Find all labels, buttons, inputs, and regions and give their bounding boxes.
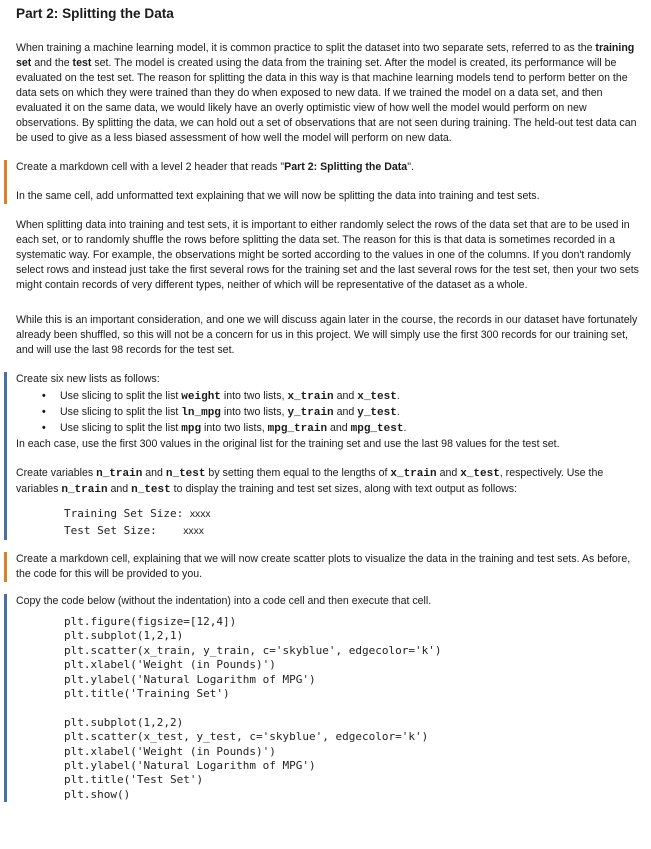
size-output-example	[16, 506, 640, 540]
vars-t3: by setting them equal to the lengths of	[205, 467, 391, 479]
vars-x-test: x_test	[460, 468, 500, 480]
code-line: plt.scatter(x_test, y_test, c='skyblue', edgecolor='k')	[64, 730, 429, 744]
task1-line1-pre: Create a markdown cell with a level 2 header that reads "	[16, 161, 285, 173]
code-line: plt.show()	[64, 787, 131, 801]
vars-x-train: x_train	[390, 468, 437, 480]
task-create-lists	[4, 372, 640, 540]
code-line: plt.title('Training Set')	[64, 687, 230, 701]
intro-paragraph	[16, 41, 640, 146]
bullet-mid: into two lists,	[220, 390, 288, 402]
vars-n-test: n_test	[165, 468, 206, 480]
bullet-a: x_train	[287, 391, 334, 403]
code-line: plt.xlabel('Weight (in Pounds)')	[64, 744, 276, 758]
intro-text-3: set. The model is created using the data from the training set. After the model is created, its performance will be evaluated on the test set. The reason for splitting the data in this way is that machine learning models tend to perform better on the data sets on which they were trained than they do when exposed to new data. If we trained the model on a data set, and then evaluated it on the same data, we would likely have an overly optimistic view of how well the model would perform on new observations. By splitting the data, we can hold out a set of observations that are not seen during training. The held-out test data can be used to give as a less biased assessment of how well the model will perform on new data.	[16, 57, 637, 144]
bullet-a: y_train	[287, 407, 334, 419]
vars-t5: , respectively. Use the variables	[16, 467, 604, 495]
bullet-end: .	[396, 390, 400, 402]
code-line: plt.xlabel('Weight (in Pounds)')	[64, 658, 276, 672]
bullet-end: .	[396, 406, 400, 418]
bullet-mid: into two lists,	[220, 406, 288, 418]
bullet-mid: into two lists,	[201, 422, 268, 434]
bullet-and: and	[333, 406, 358, 418]
training-size-value: xxxx	[189, 509, 211, 520]
vars-t2: and	[142, 467, 166, 479]
test-size-label: Test Set Size:	[64, 524, 184, 537]
code-block	[16, 615, 640, 802]
vars-t1: Create variables	[16, 467, 97, 479]
intro-text-2: and the	[31, 57, 73, 69]
task-markdown-scatter	[4, 552, 640, 582]
task1-line1-bold: Part 2: Splitting the Data	[284, 161, 408, 173]
intro-bold-test: test	[72, 57, 92, 69]
code-line: plt.ylabel('Natural Logarithm of MPG')	[64, 759, 316, 773]
task1-line1	[16, 160, 640, 175]
vars-n-train: n_train	[96, 468, 143, 480]
task2-vars	[16, 466, 640, 498]
task4-lead: Copy the code below (without the indentation) into a code cell and then execute that cell.	[16, 595, 432, 607]
code-line: plt.figure(figsize=[12,4])	[64, 615, 237, 628]
code-line: plt.ylabel('Natural Logarithm of MPG')	[64, 672, 316, 686]
slicing-bullet-list	[16, 389, 640, 437]
bullet-b: mpg_test	[350, 423, 404, 435]
bullet-pre: Use slicing to split the list	[60, 422, 182, 434]
vars-t7: to display the training and test set sizes, along with text output as follows:	[170, 483, 517, 495]
code-line: plt.title('Test Set')	[64, 773, 204, 787]
task2-tail: In each case, use the first 300 values in the original list for the training set and use the last 98 values for the test set.	[16, 438, 560, 450]
slicing-bullet	[42, 421, 640, 437]
vars-t4: and	[436, 467, 461, 479]
test-size-value: xxxx	[183, 526, 204, 537]
code-line: plt.subplot(1,2,1)	[64, 629, 184, 643]
bullet-and: and	[333, 390, 358, 402]
code-line: plt.scatter(x_train, y_train, c='skyblue', edgecolor='k')	[64, 643, 442, 657]
slicing-bullet	[42, 405, 640, 421]
intro-bold-training: training set	[16, 42, 635, 69]
intro-text-1: When training a machine learning model, it is common practice to split the dataset into two separate sets, referred to as the	[16, 42, 596, 54]
bullet-v: mpg	[181, 423, 202, 435]
task1-line2: In the same cell, add unformatted text explaining that we will now be splitting the data into training and test sets.	[16, 190, 540, 202]
task3-text: Create a markdown cell, explaining that we will now create scatter plots to visualize the data in the training and test sets. As before, the code for this will be provided to you.	[16, 553, 631, 580]
training-size-label: Training Set Size:	[64, 507, 190, 520]
task2-lead: Create six new lists as follows:	[16, 373, 160, 385]
bullet-b: x_test	[357, 391, 397, 403]
vars-n-train-2: n_train	[61, 484, 108, 496]
bullet-and: and	[327, 422, 351, 434]
bullet-a: mpg_train	[267, 423, 328, 435]
vars-t6: and	[107, 483, 132, 495]
splitting-paragraph: When splitting data into training and test sets, it is important to either randomly select the rows of the data set that are to be used in each set, or to randomly shuffle the rows before splitting the data set. The reason for this is that data is sometimes recorded in a systematic way. For example, the observations might be sorted according to the values in one of the columns. If you don't randomly select rows and instead just take the first several rows for the training set and the last several rows for the test set, then your two sets might contain records of very different types, neither of which will be representative of the dataset as a whole.	[16, 219, 639, 291]
bullet-v: ln_mpg	[181, 407, 221, 419]
code-line: plt.subplot(1,2,2)	[64, 715, 184, 729]
bullet-end: .	[403, 422, 407, 434]
slicing-bullet	[42, 389, 640, 405]
bullet-v: weight	[181, 391, 221, 403]
section-title: Part 2: Splitting the Data	[16, 6, 174, 21]
task-markdown-header	[4, 160, 640, 204]
bullet-b: y_test	[357, 407, 397, 419]
bullet-pre: Use slicing to split the list	[60, 390, 182, 402]
shuffled-paragraph: While this is an important consideration, and one we will discuss again later in the course, the records in our dataset have fortunately already been shuffled, so this will not be a concern for us in this project. We will simply use the first 300 records for our training set, and will use the last 98 records for the test set.	[16, 314, 638, 356]
vars-n-test-2: n_test	[131, 484, 171, 496]
task1-line1-post: ".	[407, 161, 414, 173]
task-copy-code	[4, 594, 640, 802]
bullet-pre: Use slicing to split the list	[60, 406, 182, 418]
